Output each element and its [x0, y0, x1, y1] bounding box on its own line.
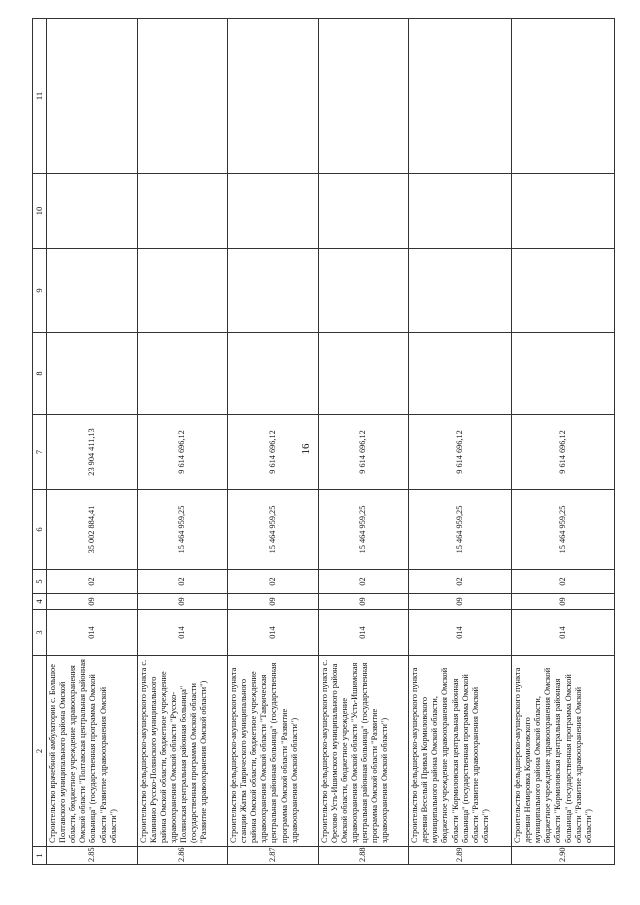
column-header-11: 11 — [33, 19, 47, 174]
cell-c6: 35 002 884,41 — [47, 490, 138, 570]
cell-c9 — [409, 249, 512, 333]
cell-c4: 09 — [409, 594, 512, 610]
cell-c6: 15 464 959,25 — [512, 490, 615, 570]
column-header-4: 4 — [33, 594, 47, 610]
cell-c9 — [318, 249, 409, 333]
table-header-row — [33, 19, 47, 865]
cell-c7: 9 614 696,12 — [512, 415, 615, 490]
table-row — [318, 19, 409, 865]
cell-c8 — [318, 333, 409, 415]
cell-num: 2.85 — [47, 847, 138, 865]
cell-num: 2.88 — [318, 847, 409, 865]
cell-c5: 02 — [137, 570, 228, 594]
cell-c11 — [137, 19, 228, 174]
cell-c8 — [47, 333, 138, 415]
column-header-2: 2 — [33, 656, 47, 847]
page-number: 16 — [300, 443, 312, 455]
cell-c8 — [409, 333, 512, 415]
cell-c6: 15 464 959,25 — [318, 490, 409, 570]
cell-description: Строительство фельдшерско-акушерского пункта деревни Веселый Привал Кормиловского муниципального района Омской области, бюджетное учреждение здравоохранения Омской области "Кормиловская центральная районная больница" (государственная программа Омской области "Развитие здравоохранения Омской области") — [409, 656, 512, 847]
cell-c10 — [409, 174, 512, 249]
cell-c5: 02 — [512, 570, 615, 594]
cell-num: 2.86 — [137, 847, 228, 865]
column-header-10: 10 — [33, 174, 47, 249]
cell-c10 — [228, 174, 319, 249]
cell-c10 — [318, 174, 409, 249]
cell-description: Строительство врачебной амбулатории с. Большое Полтавского муниципального района Омской области, бюджетное учреждение здравоохранения Омской области "Полтавская центральная районная больница" (государственная программа Омской области "Развитие здравоохранения Омской области") — [47, 656, 138, 847]
cell-c11 — [228, 19, 319, 174]
cell-c11 — [409, 19, 512, 174]
cell-description: Строительство фельдшерско-акушерского пункта с. Орехово Усть-Ишимского муниципального района Омской области, бюджетное учреждение здравоохранения Омской области "Усть-Ишимская центральная районная больница" (государственная программа Омской области "Развитие здравоохранения Омской области") — [318, 656, 409, 847]
cell-c7: 9 614 696,12 — [318, 415, 409, 490]
cell-c10 — [512, 174, 615, 249]
rotated-table-container — [32, 19, 615, 865]
cell-c5: 02 — [409, 570, 512, 594]
cell-c3: 014 — [318, 610, 409, 656]
table-row — [47, 19, 138, 865]
column-header-9: 9 — [33, 249, 47, 333]
cell-c3: 014 — [137, 610, 228, 656]
budget-table — [32, 18, 615, 865]
cell-c7: 9 614 696,12 — [137, 415, 228, 490]
cell-description: Строительство фельдшерско-акушерского пункта деревни Немировка Кормиловского муниципального района Омской области, бюджетное учреждение здравоохранения Омской области "Кормиловская центральная районная больница" (государственная программа Омской области "Развитие здравоохранения Омской области") — [512, 656, 615, 847]
cell-c10 — [137, 174, 228, 249]
cell-c3: 014 — [228, 610, 319, 656]
cell-c3: 014 — [512, 610, 615, 656]
table-row — [137, 19, 228, 865]
cell-c4: 09 — [137, 594, 228, 610]
cell-c3: 014 — [409, 610, 512, 656]
cell-c6: 15 464 959,25 — [137, 490, 228, 570]
cell-c9 — [228, 249, 319, 333]
cell-c4: 09 — [47, 594, 138, 610]
cell-num: 2.90 — [512, 847, 615, 865]
cell-c5: 02 — [47, 570, 138, 594]
cell-c4: 09 — [512, 594, 615, 610]
column-header-1: 1 — [33, 847, 47, 865]
cell-num: 2.89 — [409, 847, 512, 865]
cell-c7: 9 614 696,12 — [409, 415, 512, 490]
cell-description: Строительство фельдшерско-акушерского пункта станции Жатва Таврического муниципального района Омской области, бюджетное учреждение здравоохранения Омской области "Таврическая центральная районная больница" (государственная программа Омской области "Развитие здравоохранения Омской области") — [228, 656, 319, 847]
cell-c3: 014 — [47, 610, 138, 656]
cell-c7: 23 904 411,13 — [47, 415, 138, 490]
column-header-8: 8 — [33, 333, 47, 415]
cell-c8 — [512, 333, 615, 415]
cell-c7: 9 614 696,12 — [228, 415, 319, 490]
table-row — [409, 19, 512, 865]
cell-c8 — [137, 333, 228, 415]
column-header-7: 7 — [33, 415, 47, 490]
cell-c11 — [318, 19, 409, 174]
cell-c5: 02 — [318, 570, 409, 594]
table-row — [512, 19, 615, 865]
cell-c5: 02 — [228, 570, 319, 594]
cell-c8 — [228, 333, 319, 415]
column-header-5: 5 — [33, 570, 47, 594]
cell-c6: 15 464 959,25 — [228, 490, 319, 570]
column-header-6: 6 — [33, 490, 47, 570]
column-header-3: 3 — [33, 610, 47, 656]
cell-c10 — [47, 174, 138, 249]
cell-c9 — [47, 249, 138, 333]
cell-c9 — [137, 249, 228, 333]
cell-c9 — [512, 249, 615, 333]
cell-c6: 15 464 959,25 — [409, 490, 512, 570]
table-row — [228, 19, 319, 865]
table-body — [47, 19, 615, 865]
cell-c4: 09 — [318, 594, 409, 610]
cell-c4: 09 — [228, 594, 319, 610]
cell-num: 2.87 — [228, 847, 319, 865]
cell-c11 — [47, 19, 138, 174]
cell-c11 — [512, 19, 615, 174]
cell-description: Строительство фельдшерско-акушерского пункта с. Калинино Русско-Полянского муниципального района Омской области, бюджетное учреждение здравоохранения Омской области "Русско-Полянская центральная районная больница" (государственная программа Омской области "Развитие здравоохранения Омской области") — [137, 656, 228, 847]
